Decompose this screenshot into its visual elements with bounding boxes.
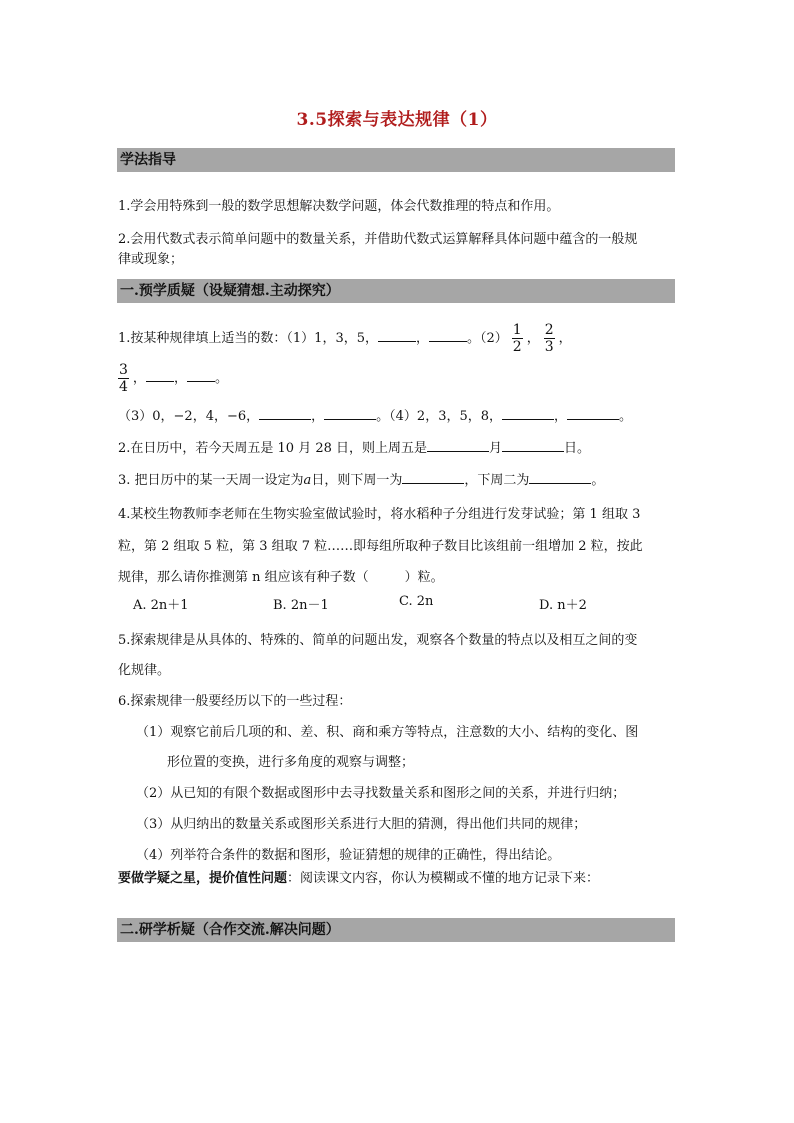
- section-header-guide: 学法指导: [117, 148, 675, 172]
- fraction-3-4: $\frac{3}{4}$: [119, 362, 128, 395]
- answer-blank[interactable]: [324, 405, 376, 420]
- guide-item-1: 1.学会用特殊到一般的数学思想解决数学问题，体会代数推理的特点和作用。: [118, 199, 560, 214]
- question-4-line3: 规律，那么请你推测第 n 组应该有种子数（ ）粒。: [118, 570, 444, 585]
- fraction-1-2: $\frac{1}{2}$: [512, 322, 522, 355]
- answer-blank[interactable]: [378, 327, 416, 342]
- question-6-step-4: （4）列举符合条件的数据和图形，验证猜想的规律的正确性，得出结论。: [136, 848, 561, 863]
- question-4-line2: 粒，第 2 组取 5 粒，第 3 组取 7 粒……即每组所取种子数目比该组前一组增加 2 粒，按此: [118, 539, 643, 554]
- option-b[interactable]: B. 2n－1: [273, 598, 329, 613]
- question-1-part3: （3）0，−2，4，−6， ， 。（4）2，3，5，8， ， 。: [118, 405, 678, 427]
- question-6-step-3: （3）从归纳出的数量关系或图形关系进行大胆的猜测，得出他们共同的规律；: [136, 817, 587, 832]
- page-title: 3.5探索与表达规律（1）: [296, 110, 498, 130]
- answer-blank[interactable]: [402, 469, 464, 484]
- question-1: 1.按某种规律填上适当的数：（1）1，3，5， ， 。（2） $\frac{1}{2}$ ， $\frac{2}{3}$ ，: [118, 322, 572, 355]
- option-a[interactable]: A. 2n＋1: [133, 598, 189, 613]
- option-c[interactable]: C. 2n: [399, 594, 434, 609]
- answer-blank[interactable]: [429, 327, 467, 342]
- answer-blank[interactable]: [502, 437, 564, 452]
- question-3: 3. 把日历中的某一天周一设定为a日，则下周一为 ，下周二为 。: [118, 469, 678, 491]
- answer-blank[interactable]: [427, 437, 489, 452]
- guide-item-2-cont: 律或现象；: [118, 252, 184, 267]
- answer-blank[interactable]: [529, 469, 591, 484]
- question-star-prompt: 要做学疑之星，提价值性问题：阅读课文内容，你认为模糊或不懂的地方记录下来：: [118, 871, 600, 886]
- question-4-line1: 4.某校生物教师李老师在生物实验室做试验时，将水稻种子分组进行发芽试验；第 1 组取 3: [118, 507, 641, 522]
- answer-blank[interactable]: [259, 405, 311, 420]
- answer-blank[interactable]: [146, 367, 174, 382]
- fraction-2-3: $\frac{2}{3}$: [544, 322, 554, 355]
- section-header-preview: 一.预学质疑（设疑猜想.主动探究）: [117, 279, 675, 303]
- guide-item-2: 2.会用代数式表示简单问题中的数量关系，并借助代数式运算解释具体问题中蕴含的一般规: [118, 232, 638, 247]
- answer-blank[interactable]: [567, 405, 619, 420]
- q1-lead: 1.按某种规律填上适当的数：（1）1，3，5，: [118, 331, 378, 346]
- question-6-lead: 6.探索规律一般要经历以下的一些过程：: [118, 694, 352, 709]
- question-6-step-2: （2）从已知的有限个数据或图形中去寻找数量关系和图形之间的关系，并进行归纳；: [136, 786, 626, 801]
- question-2: 2.在日历中，若今天周五是 10 月 28 日，则上周五是 月 日。: [118, 437, 678, 459]
- question-5-line2: 化规律。: [118, 663, 171, 678]
- question-6-step-1-cont: 形位置的变换，进行多角度的观察与调整；: [167, 755, 415, 770]
- question-1-cont: $\frac{3}{4}$ ， ， 。: [119, 362, 228, 395]
- question-5-line1: 5.探索规律是从具体的、特殊的、简单的问题出发，观察各个数量的特点以及相互之间的变: [118, 633, 638, 648]
- section-header-research: 二.研学析疑（合作交流.解决问题）: [117, 918, 675, 942]
- option-d[interactable]: D. n＋2: [539, 598, 587, 613]
- answer-blank[interactable]: [502, 405, 554, 420]
- question-6-step-1: （1）观察它前后几项的和、差、积、商和乘方等特点，注意数的大小、结构的变化、图: [136, 725, 639, 740]
- answer-blank[interactable]: [187, 367, 215, 382]
